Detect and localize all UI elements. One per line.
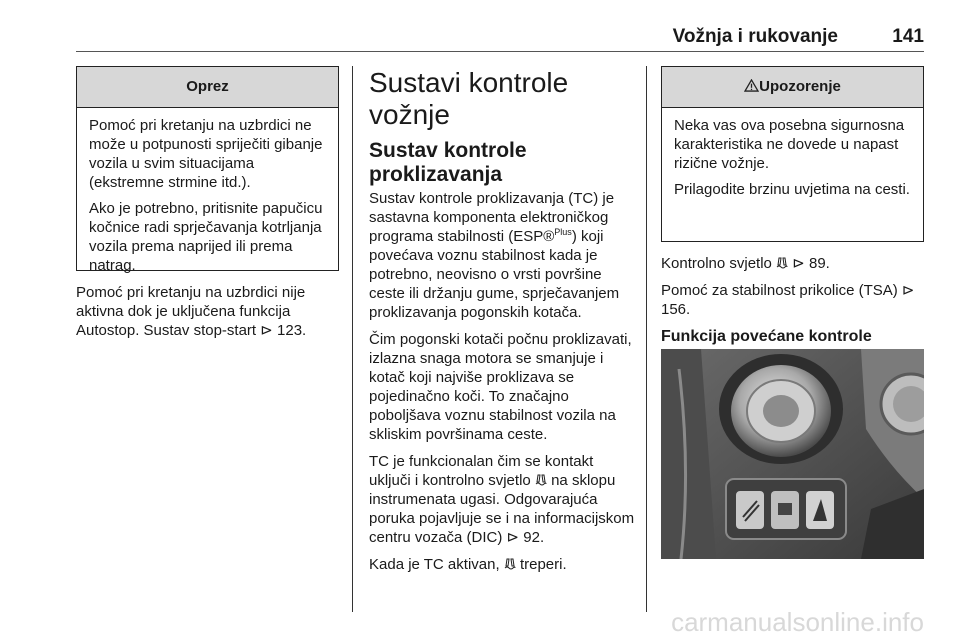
tc-paragraph-3: TC je funkcionalan čim se kontakt uključi i kontrolno svjetlo na sklopu instrumenata ugasi. Odgovarajuća poruka pojavljuje se i na informacijskom centru vozača (DIC) ⊳ 92.: [369, 453, 635, 546]
caution-heading: Oprez: [77, 67, 338, 108]
warning-heading: Upozorenje: [662, 67, 923, 108]
plus-superscript: Plus: [554, 227, 572, 237]
page-ref-link[interactable]: 156.: [661, 301, 691, 318]
hill-start-note: Pomoć pri kretanju na uzbrdici nije aktivna dok je uključena funkcija Autostop. Sustav stop-start ⊳ 123.: [76, 284, 307, 339]
page-ref-arrow-icon: ⊳: [901, 282, 915, 299]
column-divider-left: [352, 66, 353, 612]
indicator-note: Kontrolno svjetlo ⊳ 89.: [661, 255, 830, 272]
section-heading: Sustav kontrole proklizavanja: [369, 139, 527, 186]
section-title: Vožnja i rukovanje: [672, 26, 838, 47]
subsection-heading: Funkcija povećane kontrole: [661, 328, 872, 345]
tc-paragraph-4: Kada je TC aktivan, treperi.: [369, 556, 567, 573]
dashboard-photo: [661, 349, 924, 559]
page-ref-arrow-icon: ⊳: [792, 255, 805, 272]
chapter-heading: Sustavi kontrole vožnje: [369, 67, 569, 130]
page-ref-arrow-icon: ⊳: [260, 322, 273, 339]
column-divider-right: [646, 66, 647, 612]
dashboard-illustration: [661, 349, 924, 559]
middle-column: [369, 67, 637, 582]
warning-text-2: Prilagodite brzinu uvjetima na cesti.: [674, 181, 910, 198]
page-header: [76, 26, 924, 52]
tc-paragraph-2: Čim pogonski kotači počnu proklizavati, izlazna snaga motora se smanjuje i kotač koji najviše proklizava se pojedinačno koči. To značajno poboljšava voznu stabilnost vozila na skliskim površinama ceste.: [369, 331, 632, 443]
warning-box: [661, 66, 924, 242]
tc-paragraph-1: Sustav kontrole proklizavanja (TC) je sastavna komponenta elektroničkog programa stabilnosti (ESP®$^{Plus}$) koji povećava voznu stabilnost kada je potrebno, neovisno o vrsti površine ceste ili držanju gume, sprječavanjem proklizavanja pogonskih kotača.: [369, 190, 620, 321]
traction-control-icon: [776, 257, 788, 269]
tsa-note: Pomoć za stabilnost prikolice (TSA) ⊳ 156.: [661, 282, 915, 318]
page-ref-link[interactable]: 123.: [277, 322, 307, 339]
watermark: carmanualsonline.info: [671, 607, 924, 637]
traction-control-icon: [535, 474, 547, 486]
traction-control-icon: [504, 558, 516, 570]
caution-text-1: Pomoć pri kretanju na uzbrdici ne može u potpunosti spriječiti gibanje vozila u svim situacijama (ekstremne strmine itd.).: [89, 117, 323, 191]
caution-text-2: Ako je potrebno, pritisnite papučicu kočnice radi sprječavanja kotrljanja vozila prema naprijed ili prema natrag.: [89, 200, 323, 274]
page-ref-link[interactable]: 92.: [523, 529, 545, 546]
header-rule: [76, 51, 924, 52]
left-column-text: [76, 283, 342, 348]
warning-triangle-icon: [744, 79, 759, 92]
caution-box: [76, 66, 339, 274]
page-ref-arrow-icon: ⊳: [506, 529, 520, 546]
warning-text-1: Neka vas ova posebna sigurnosna karakteristika ne dovede u napast rizične vožnje.: [674, 117, 905, 172]
page-number: 141: [892, 26, 924, 47]
page-ref-link[interactable]: 89.: [809, 255, 830, 272]
